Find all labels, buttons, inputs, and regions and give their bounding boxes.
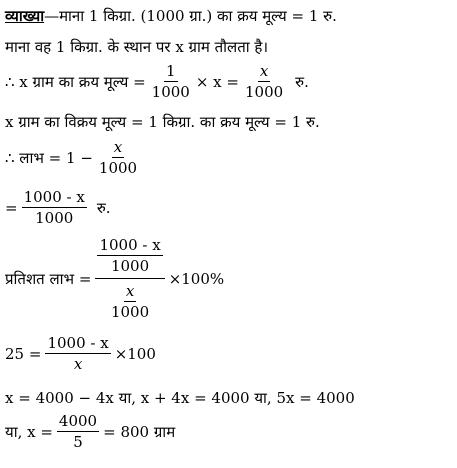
fraction-denominator: x bbox=[73, 355, 83, 373]
times-100-percent: ×100% bbox=[168, 269, 225, 288]
fraction-numerator: x bbox=[259, 62, 269, 80]
fraction-denominator: 1000 bbox=[98, 159, 138, 177]
compound-denominator bbox=[107, 279, 153, 321]
solve-text: x = 4000 − 4x या, x + 4x = 4000 या, 5x = 4000 bbox=[5, 389, 355, 407]
assumption-text: माना वह 1 किग्रा. के स्थान पर x ग्राम तौलता है। bbox=[5, 38, 269, 56]
fraction-x-over-1000 bbox=[109, 282, 151, 321]
answer-line bbox=[5, 412, 175, 451]
percent-profit-line bbox=[5, 236, 224, 321]
fraction-4000-over-5 bbox=[57, 412, 99, 451]
fraction-numerator: 4000 bbox=[58, 412, 98, 430]
fraction-x-over-1000 bbox=[97, 138, 139, 177]
fraction-numerator: 1000 - x bbox=[47, 334, 109, 352]
fraction-x-over-1000 bbox=[243, 62, 285, 101]
currency-suffix: रु. bbox=[295, 72, 309, 91]
answer-result: = 800 ग्राम bbox=[103, 422, 176, 441]
solve-line bbox=[5, 388, 355, 408]
cost-price-statement: —माना 1 किग्रा. (1000 ग्रा.) का क्रय मूल्य = 1 रु. bbox=[44, 7, 337, 25]
profit-prefix: ∴ लाभ = 1 − bbox=[5, 148, 93, 167]
profit-simplified-line bbox=[5, 188, 111, 227]
selling-price-line bbox=[5, 112, 320, 132]
fraction-denominator: 1000 bbox=[244, 83, 284, 101]
fraction-1-over-1000 bbox=[150, 62, 192, 101]
fraction-numerator: x bbox=[125, 282, 135, 300]
assumption-line bbox=[5, 37, 268, 57]
fraction-numerator: 1000 - x bbox=[23, 188, 85, 206]
compound-fraction bbox=[95, 236, 164, 321]
equals-sign: = bbox=[5, 198, 18, 217]
fraction-denominator: 5 bbox=[73, 433, 83, 451]
cost-price-x-line bbox=[5, 62, 309, 101]
fraction-1000-minus-x-over-1000 bbox=[22, 188, 87, 227]
solution-heading-line bbox=[5, 6, 337, 26]
equation-25-prefix: 25 = bbox=[5, 344, 42, 363]
cost-price-x-prefix: ∴ x ग्राम का क्रय मूल्य = bbox=[5, 72, 146, 91]
profit-line bbox=[5, 138, 143, 177]
fraction-1000-minus-x-over-1000 bbox=[97, 236, 162, 275]
fraction-numerator: 1 bbox=[165, 62, 176, 80]
fraction-denominator: 1000 bbox=[110, 257, 150, 275]
fraction-denominator: 1000 bbox=[110, 303, 150, 321]
solution-heading: व्याख्या bbox=[5, 7, 45, 25]
fraction-numerator: x bbox=[113, 138, 123, 156]
times-100: ×100 bbox=[114, 344, 156, 363]
answer-prefix: या, x = bbox=[5, 422, 53, 441]
percent-profit-prefix: प्रतिशत लाभ = bbox=[5, 269, 92, 288]
fraction-denominator: 1000 bbox=[151, 83, 190, 101]
fraction-numerator: 1000 - x bbox=[99, 236, 161, 254]
currency-suffix: रु. bbox=[96, 198, 111, 217]
fraction-denominator: 1000 bbox=[35, 209, 74, 227]
fraction-1000-minus-x-over-x bbox=[45, 334, 110, 373]
compound-numerator bbox=[95, 236, 164, 279]
cost-price-x-mid: × x = bbox=[195, 72, 239, 91]
selling-price-text: x ग्राम का विक्रय मूल्य = 1 किग्रा. का क्रय मूल्य = 1 रु. bbox=[5, 113, 320, 131]
equation-25-line bbox=[5, 334, 156, 373]
